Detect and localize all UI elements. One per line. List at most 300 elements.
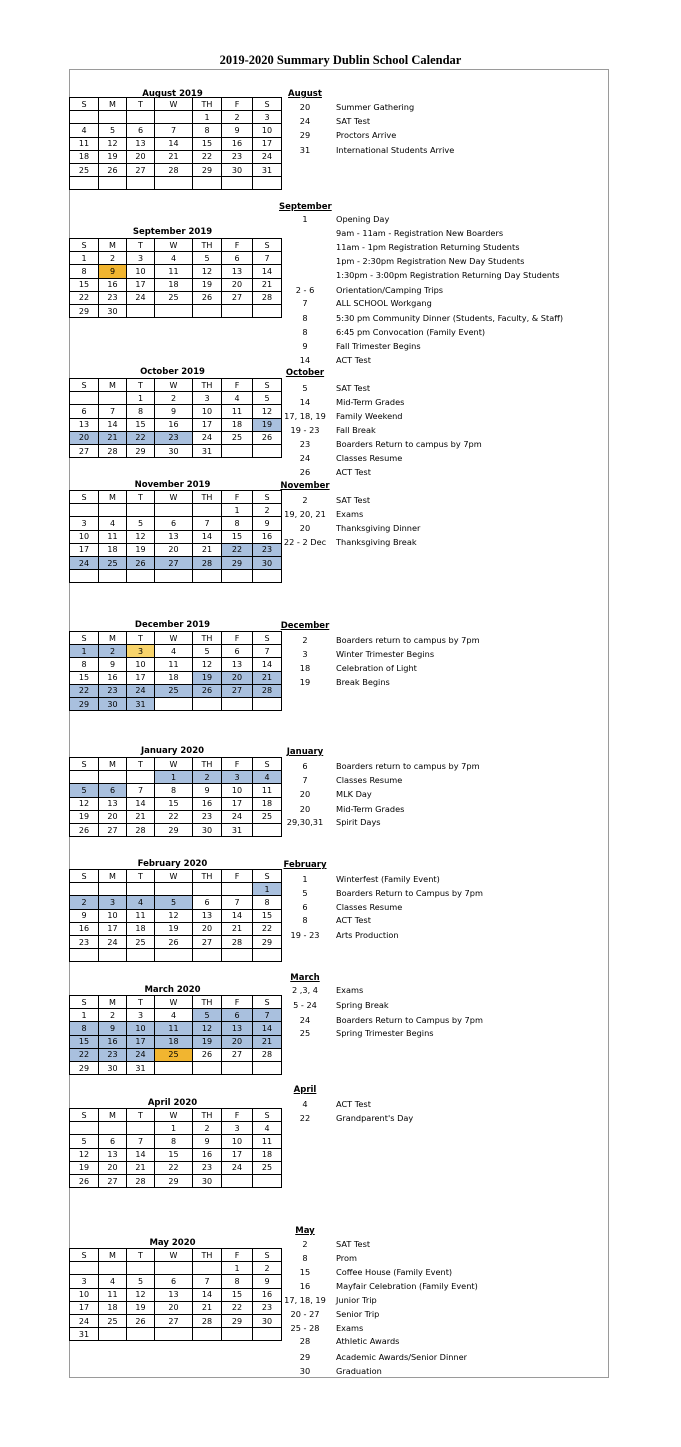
- event-date: 14: [299, 355, 311, 365]
- day-cell: 15: [127, 418, 155, 431]
- empty-day-cell: [127, 111, 155, 124]
- day-cell: 23: [222, 150, 253, 163]
- day-cell: 30: [193, 823, 222, 836]
- day-cell: 7: [155, 124, 193, 137]
- day-cell: 16: [70, 922, 99, 935]
- day-cell: 27: [99, 823, 127, 836]
- empty-day-cell: [127, 949, 155, 962]
- event-description: ALL SCHOOL Workgang: [336, 298, 432, 308]
- day-cell: 2: [99, 1009, 127, 1022]
- day-cell: 16: [253, 530, 282, 543]
- event-date: 8: [302, 915, 308, 925]
- day-cell: 12: [70, 797, 99, 810]
- week-row: [70, 1161, 282, 1174]
- event-description: Exams: [336, 1323, 364, 1333]
- event-description: Classes Resume: [336, 775, 403, 785]
- day-cell: 28: [193, 556, 222, 569]
- day-cell: 3: [253, 111, 282, 124]
- weekday-header: TH: [193, 1249, 222, 1262]
- march-2020-calendar-grid: [69, 995, 282, 1075]
- day-cell: 19: [253, 418, 282, 431]
- event-date: 2: [302, 495, 308, 505]
- event-description: Fall Trimester Begins: [336, 341, 421, 351]
- day-cell: 8: [70, 1022, 99, 1035]
- event-date: 8: [302, 313, 308, 323]
- empty-day-cell: [70, 570, 99, 583]
- day-cell: 5: [127, 1275, 155, 1288]
- empty-day-cell: [222, 949, 253, 962]
- day-cell: 16: [99, 278, 127, 291]
- week-row: [70, 896, 282, 909]
- day-cell: 13: [70, 418, 99, 431]
- day-cell: 6: [193, 896, 222, 909]
- week-row: [70, 543, 282, 556]
- day-cell: 13: [193, 909, 222, 922]
- weekday-header: S: [70, 379, 99, 392]
- weekday-header-row: [70, 632, 282, 645]
- day-cell: 28: [127, 1174, 155, 1187]
- weekday-header: TH: [193, 379, 222, 392]
- day-cell: 27: [155, 1314, 193, 1327]
- day-cell: 17: [70, 1301, 99, 1314]
- day-cell: 26: [155, 935, 193, 948]
- day-cell: 20: [155, 1301, 193, 1314]
- day-cell: 27: [222, 684, 253, 697]
- day-cell: 18: [99, 543, 127, 556]
- week-row: [70, 1275, 282, 1288]
- event-date: 5: [302, 888, 308, 898]
- day-cell: 26: [127, 556, 155, 569]
- day-cell: 3: [127, 252, 155, 265]
- day-cell: 18: [127, 922, 155, 935]
- day-cell: 24: [127, 684, 155, 697]
- weekday-header: F: [222, 758, 253, 771]
- day-cell: 9: [99, 658, 127, 671]
- week-row: [70, 124, 282, 137]
- day-cell: 3: [193, 392, 222, 405]
- empty-day-cell: [99, 177, 127, 190]
- weekday-header: F: [222, 870, 253, 883]
- empty-day-cell: [70, 883, 99, 896]
- november-2019-title: November 2019: [134, 480, 211, 490]
- empty-day-cell: [253, 1328, 282, 1341]
- day-cell: 7: [193, 1275, 222, 1288]
- event-description: 9am - 11am - Registration New Boarders: [336, 228, 504, 238]
- april-2020-title: April 2020: [147, 1098, 198, 1108]
- weekday-header: S: [253, 1249, 282, 1262]
- day-cell: 31: [127, 697, 155, 710]
- day-cell: 17: [222, 1148, 253, 1161]
- weekday-header: F: [222, 996, 253, 1009]
- day-cell: 29: [127, 444, 155, 457]
- week-row: [70, 771, 282, 784]
- day-cell: 25: [127, 935, 155, 948]
- empty-day-cell: [253, 304, 282, 317]
- weekday-header: TH: [193, 491, 222, 504]
- week-row: [70, 517, 282, 530]
- event-description: Summer Gathering: [336, 102, 415, 112]
- day-cell: 21: [253, 671, 282, 684]
- day-cell: 13: [222, 658, 253, 671]
- weekday-header: F: [222, 1109, 253, 1122]
- weekday-header: T: [127, 1109, 155, 1122]
- day-cell: 6: [222, 252, 253, 265]
- day-cell: 27: [222, 291, 253, 304]
- event-date: 20: [299, 523, 311, 533]
- weekday-header: TH: [193, 758, 222, 771]
- day-cell: 30: [193, 1174, 222, 1187]
- week-row: [70, 304, 282, 317]
- weekday-header: S: [70, 1109, 99, 1122]
- weekday-header: M: [99, 98, 127, 111]
- november-2019-events-heading: November: [280, 481, 330, 491]
- day-cell: 29: [70, 1061, 99, 1074]
- weekday-header: F: [222, 98, 253, 111]
- day-cell: 17: [193, 418, 222, 431]
- day-cell: 12: [193, 658, 222, 671]
- event-date: 20: [299, 789, 311, 799]
- day-cell: 14: [127, 797, 155, 810]
- event-date: 20 - 27: [290, 1309, 320, 1319]
- day-cell: 12: [253, 405, 282, 418]
- day-cell: 20: [222, 671, 253, 684]
- event-date: 17, 18, 19: [284, 1295, 326, 1305]
- weekday-header: T: [127, 758, 155, 771]
- event-date: 8: [302, 327, 308, 337]
- day-cell: 17: [127, 278, 155, 291]
- day-cell: 3: [127, 1009, 155, 1022]
- day-cell: 27: [193, 935, 222, 948]
- empty-day-cell: [155, 1061, 193, 1074]
- event-description: International Students Arrive: [336, 145, 455, 155]
- day-cell: 15: [155, 1148, 193, 1161]
- day-cell: 7: [222, 896, 253, 909]
- weekday-header: M: [99, 239, 127, 252]
- empty-day-cell: [127, 304, 155, 317]
- empty-day-cell: [193, 504, 222, 517]
- empty-day-cell: [127, 570, 155, 583]
- day-cell: 16: [193, 1148, 222, 1161]
- day-cell: 10: [222, 784, 253, 797]
- empty-day-cell: [99, 1122, 127, 1135]
- day-cell: 6: [99, 1135, 127, 1148]
- weekday-header: M: [99, 379, 127, 392]
- weekday-header-row: [70, 491, 282, 504]
- day-cell: 17: [127, 1035, 155, 1048]
- march-2020-events-heading: March: [290, 973, 320, 983]
- day-cell: 14: [222, 909, 253, 922]
- day-cell: 27: [222, 1048, 253, 1061]
- weekday-header-row: [70, 870, 282, 883]
- weekday-header-row: [70, 379, 282, 392]
- day-cell: 22: [155, 810, 193, 823]
- day-cell: 28: [253, 684, 282, 697]
- weekday-header: TH: [193, 239, 222, 252]
- weekday-header: S: [70, 239, 99, 252]
- day-cell: 5: [193, 1009, 222, 1022]
- week-row: [70, 444, 282, 457]
- event-description: SAT Test: [336, 1239, 371, 1249]
- day-cell: 11: [155, 265, 193, 278]
- day-cell: 3: [222, 771, 253, 784]
- empty-day-cell: [155, 883, 193, 896]
- february-2020-calendar-grid: [69, 869, 282, 962]
- weekday-header: T: [127, 632, 155, 645]
- day-cell: 16: [193, 797, 222, 810]
- event-description: 5:30 pm Community Dinner (Students, Faculty, & Staff): [336, 313, 564, 323]
- day-cell: 30: [222, 163, 253, 176]
- day-cell: 24: [127, 291, 155, 304]
- week-row: [70, 909, 282, 922]
- day-cell: 2: [193, 771, 222, 784]
- week-row: [70, 935, 282, 948]
- day-cell: 9: [155, 405, 193, 418]
- weekday-header: S: [253, 98, 282, 111]
- day-cell: 13: [155, 530, 193, 543]
- weekday-header: F: [222, 1249, 253, 1262]
- day-cell: 19: [127, 543, 155, 556]
- empty-day-cell: [222, 444, 253, 457]
- day-cell: 30: [99, 304, 127, 317]
- day-cell: 2: [99, 252, 127, 265]
- day-cell: 1: [127, 392, 155, 405]
- event-description: Fall Break: [336, 425, 376, 435]
- day-cell: 23: [253, 543, 282, 556]
- event-date: 5: [302, 383, 308, 393]
- day-cell: 11: [155, 658, 193, 671]
- september-2019-title: September 2019: [132, 227, 213, 237]
- day-cell: 23: [99, 291, 127, 304]
- empty-day-cell: [99, 111, 127, 124]
- day-cell: 2: [253, 1262, 282, 1275]
- weekday-header: S: [70, 870, 99, 883]
- weekday-header: S: [253, 758, 282, 771]
- weekday-header: TH: [193, 1109, 222, 1122]
- day-cell: 25: [222, 431, 253, 444]
- day-cell: 10: [127, 1022, 155, 1035]
- day-cell: 25: [155, 291, 193, 304]
- day-cell: 3: [70, 517, 99, 530]
- day-cell: 5: [155, 896, 193, 909]
- weekday-header: W: [155, 632, 193, 645]
- day-cell: 28: [253, 1048, 282, 1061]
- event-description: Spring Trimester Begins: [336, 1028, 434, 1038]
- weekday-header: F: [222, 632, 253, 645]
- day-cell: 21: [253, 1035, 282, 1048]
- day-cell: 7: [127, 1135, 155, 1148]
- day-cell: 25: [253, 1161, 282, 1174]
- day-cell: 16: [253, 1288, 282, 1301]
- day-cell: 15: [193, 137, 222, 150]
- day-cell: 26: [193, 684, 222, 697]
- day-cell: 28: [99, 444, 127, 457]
- event-description: Boarders return to campus by 7pm: [336, 635, 480, 645]
- empty-day-cell: [253, 177, 282, 190]
- day-cell: 6: [222, 645, 253, 658]
- empty-day-cell: [99, 771, 127, 784]
- event-description: SAT Test: [336, 495, 371, 505]
- empty-day-cell: [127, 504, 155, 517]
- event-description: Exams: [336, 985, 364, 995]
- event-date: 19 - 23: [290, 930, 320, 940]
- week-row: [70, 431, 282, 444]
- weekday-header: T: [127, 379, 155, 392]
- empty-day-cell: [70, 504, 99, 517]
- day-cell: 10: [70, 1288, 99, 1301]
- event-date: 25 - 28: [290, 1323, 320, 1333]
- day-cell: 26: [193, 291, 222, 304]
- day-cell: 1: [222, 504, 253, 517]
- day-cell: 4: [99, 1275, 127, 1288]
- event-description: 11am - 1pm Registration Returning Students: [336, 242, 520, 252]
- event-date: 5 - 24: [293, 1000, 317, 1010]
- day-cell: 1: [70, 252, 99, 265]
- day-cell: 8: [127, 405, 155, 418]
- week-row: [70, 291, 282, 304]
- event-date: 2: [302, 635, 308, 645]
- day-cell: 12: [127, 530, 155, 543]
- empty-day-cell: [222, 1328, 253, 1341]
- day-cell: 10: [127, 658, 155, 671]
- day-cell: 23: [193, 1161, 222, 1174]
- day-cell: 17: [70, 543, 99, 556]
- day-cell: 25: [99, 556, 127, 569]
- weekday-header-row: [70, 996, 282, 1009]
- day-cell: 9: [99, 265, 127, 278]
- may-2020-events-heading: May: [295, 1226, 315, 1236]
- empty-day-cell: [193, 1328, 222, 1341]
- weekday-header: M: [99, 870, 127, 883]
- day-cell: 2: [253, 504, 282, 517]
- day-cell: 26: [127, 1314, 155, 1327]
- empty-day-cell: [99, 949, 127, 962]
- week-row: [70, 810, 282, 823]
- day-cell: 2: [99, 645, 127, 658]
- day-cell: 8: [222, 1275, 253, 1288]
- day-cell: 5: [99, 124, 127, 137]
- weekday-header: M: [99, 1249, 127, 1262]
- empty-day-cell: [155, 177, 193, 190]
- day-cell: 9: [253, 1275, 282, 1288]
- day-cell: 23: [193, 810, 222, 823]
- day-cell: 11: [222, 405, 253, 418]
- weekday-header: W: [155, 758, 193, 771]
- weekday-header: T: [127, 996, 155, 1009]
- weekday-header: S: [253, 491, 282, 504]
- event-date: 29: [299, 130, 311, 140]
- empty-day-cell: [99, 883, 127, 896]
- day-cell: 27: [70, 444, 99, 457]
- day-cell: 29: [70, 697, 99, 710]
- day-cell: 3: [99, 896, 127, 909]
- weekday-header: S: [253, 996, 282, 1009]
- october-2019-title: October 2019: [140, 367, 205, 377]
- empty-day-cell: [70, 177, 99, 190]
- weekday-header: T: [127, 491, 155, 504]
- weekday-header: W: [155, 239, 193, 252]
- day-cell: 28: [127, 823, 155, 836]
- event-date: 15: [299, 1267, 311, 1277]
- day-cell: 5: [127, 517, 155, 530]
- day-cell: 10: [127, 265, 155, 278]
- week-row: [70, 392, 282, 405]
- day-cell: 29: [222, 556, 253, 569]
- event-date: 19, 20, 21: [284, 509, 326, 519]
- event-description: Grandparent's Day: [336, 1113, 414, 1123]
- day-cell: 21: [193, 1301, 222, 1314]
- day-cell: 22: [70, 1048, 99, 1061]
- event-date: 19 - 23: [290, 425, 320, 435]
- event-date: 7: [302, 298, 308, 308]
- event-description: SAT Test: [336, 383, 371, 393]
- day-cell: 31: [70, 1328, 99, 1341]
- day-cell: 21: [253, 278, 282, 291]
- event-date: 23: [299, 439, 311, 449]
- empty-day-cell: [70, 1122, 99, 1135]
- weekday-header: S: [70, 98, 99, 111]
- day-cell: 6: [70, 405, 99, 418]
- event-description: Boarders Return to campus by 7pm: [336, 439, 482, 449]
- day-cell: 20: [99, 810, 127, 823]
- empty-day-cell: [222, 1174, 253, 1187]
- weekday-header: S: [70, 758, 99, 771]
- day-cell: 2: [70, 896, 99, 909]
- february-2020-title: February 2020: [137, 859, 208, 869]
- day-cell: 14: [193, 1288, 222, 1301]
- week-row: [70, 1262, 282, 1275]
- day-cell: 7: [99, 405, 127, 418]
- week-row: [70, 883, 282, 896]
- event-description: Boarders return to campus by 7pm: [336, 761, 480, 771]
- day-cell: 8: [155, 1135, 193, 1148]
- day-cell: 4: [155, 1009, 193, 1022]
- week-row: [70, 405, 282, 418]
- empty-day-cell: [222, 1061, 253, 1074]
- day-cell: 25: [253, 810, 282, 823]
- empty-day-cell: [155, 304, 193, 317]
- event-date: 30: [299, 1366, 311, 1376]
- day-cell: 20: [70, 431, 99, 444]
- event-description: Winterfest (Family Event): [336, 874, 440, 884]
- weekday-header-row: [70, 98, 282, 111]
- day-cell: 1: [155, 1122, 193, 1135]
- day-cell: 20: [222, 1035, 253, 1048]
- weekday-header: T: [127, 870, 155, 883]
- empty-day-cell: [127, 771, 155, 784]
- empty-day-cell: [127, 1328, 155, 1341]
- event-description: Thanksgiving Break: [336, 537, 417, 547]
- weekday-header: F: [222, 491, 253, 504]
- day-cell: 11: [127, 909, 155, 922]
- day-cell: 3: [70, 1275, 99, 1288]
- event-description: Thanksgiving Dinner: [336, 523, 421, 533]
- weekday-header: TH: [193, 996, 222, 1009]
- day-cell: 7: [253, 1009, 282, 1022]
- day-cell: 8: [253, 896, 282, 909]
- day-cell: 31: [127, 1061, 155, 1074]
- event-date: 22 - 2 Dec: [283, 537, 327, 547]
- day-cell: 4: [155, 252, 193, 265]
- day-cell: 17: [253, 137, 282, 150]
- empty-day-cell: [127, 883, 155, 896]
- day-cell: 1: [222, 1262, 253, 1275]
- event-date: 19: [299, 677, 311, 687]
- week-row: [70, 1288, 282, 1301]
- day-cell: 15: [70, 278, 99, 291]
- day-cell: 12: [127, 1288, 155, 1301]
- day-cell: 4: [127, 896, 155, 909]
- day-cell: 28: [253, 291, 282, 304]
